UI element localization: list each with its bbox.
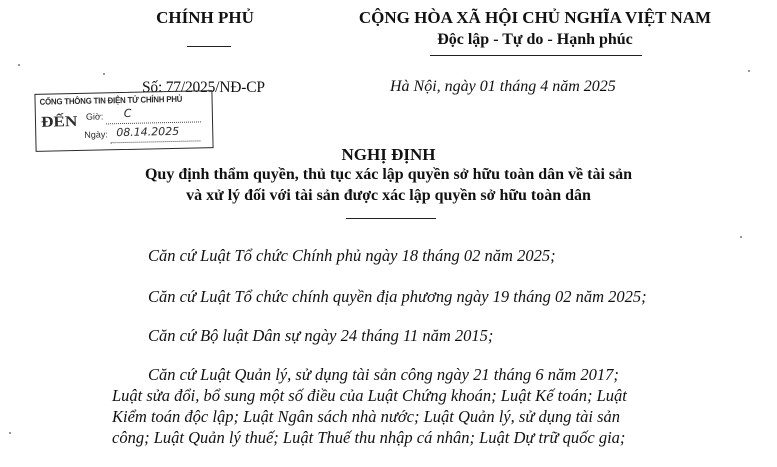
legal-basis-3: Căn cứ Bộ luật Dân sự ngày 24 tháng 11 năm 2015;: [148, 326, 494, 345]
scan-speck: [740, 236, 742, 238]
legal-basis-4-line-1: Căn cứ Luật Quản lý, sử dụng tài sản công ngày 21 tháng 6 năm 2017;: [148, 365, 619, 384]
national-name: CỘNG HÒA XÃ HỘI CHỦ NGHĨA VIỆT NAM: [358, 8, 712, 27]
scan-speck: [748, 70, 750, 72]
legal-basis-2: Căn cứ Luật Tổ chức chính quyền địa phương ngày 19 tháng 02 năm 2025;: [148, 287, 647, 306]
scan-bottom-edge: [0, 458, 777, 467]
place-and-date: Hà Nội, ngày 01 tháng 4 năm 2025: [390, 78, 616, 95]
stamp-den-label: ĐẾN: [40, 113, 78, 131]
stamp-time-value: C: [123, 106, 132, 121]
stamp-date-value: 08.14.2025: [116, 124, 180, 140]
received-stamp: [34, 90, 213, 152]
stamp-date-dots: [110, 140, 200, 143]
stamp-time-label: Giờ:: [85, 111, 104, 122]
legal-basis-4-line-4: công; Luật Quản lý thuế; Luật Thuế thu nhập cá nhân; Luật Dự trữ quốc gia;: [112, 428, 626, 447]
legal-basis-4-line-2: Luật sửa đổi, bổ sung một số điều của Luật Chứng khoán; Luật Kế toán; Luật: [112, 386, 627, 405]
issuer-underline: [187, 46, 231, 47]
document-subtitle-line-1: Quy định thẩm quyền, thủ tục xác lập quyền sở hữu toàn dân về tài sản: [144, 166, 633, 183]
legal-basis-1: Căn cứ Luật Tổ chức Chính phủ ngày 18 tháng 02 năm 2025;: [148, 246, 556, 265]
motto-underline: [430, 55, 642, 56]
document-number: Số: 77/2025/NĐ-CP: [142, 79, 265, 96]
national-motto: Độc lập - Tự do - Hạnh phúc: [437, 31, 633, 48]
stamp-title: CỔNG THÔNG TIN ĐIỆN TỬ CHÍNH PHỦ: [39, 93, 183, 107]
scan-speck: [18, 64, 20, 66]
document-subtitle-line-2: và xử lý đối với tài sản được xác lập quyền sở hữu toàn dân: [186, 187, 591, 204]
issuing-authority: CHÍNH PHỦ: [156, 8, 254, 27]
title-underline: [346, 218, 436, 219]
document-type: NGHỊ ĐỊNH: [341, 145, 436, 164]
stamp-date-label: Ngày:: [84, 129, 108, 140]
legal-basis-4-line-3: Kiểm toán độc lập; Luật Ngân sách nhà nước; Luật Quản lý, sử dụng tài sản: [112, 407, 621, 426]
stamp-time-dots: [106, 121, 201, 124]
scan-speck: [9, 432, 11, 434]
scan-speck: [103, 73, 105, 75]
